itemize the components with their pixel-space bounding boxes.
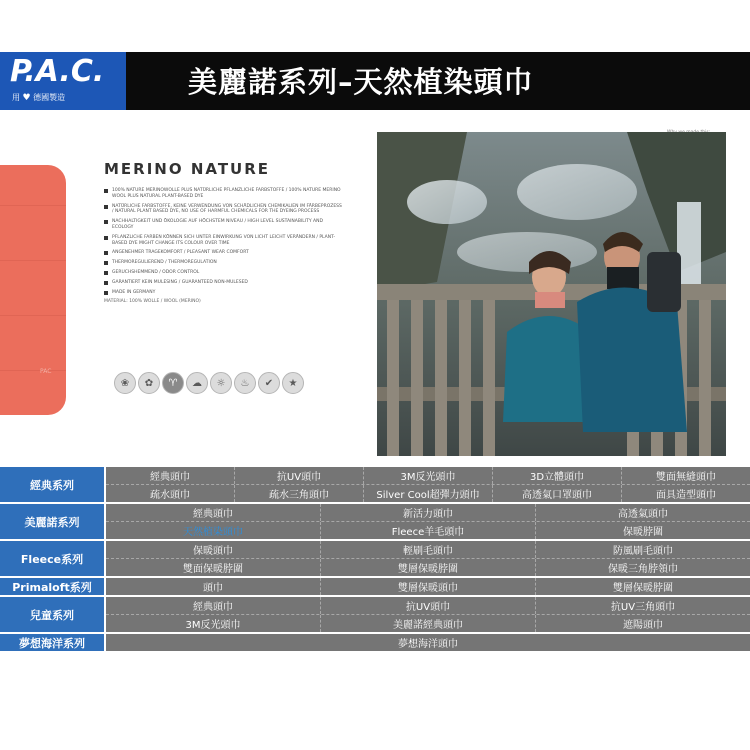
page-title: 美麗諾系列–天然植染頭巾	[188, 65, 534, 99]
table-row	[106, 578, 750, 595]
series-group-kids	[0, 597, 750, 632]
table-cell[interactable]: 疏水三角頭巾	[235, 485, 364, 502]
table-cell[interactable]: 頭巾	[106, 578, 321, 595]
logo-subtitle	[12, 92, 65, 103]
table-cell[interactable]: 高透氣口罩頭巾	[493, 485, 622, 502]
table-row	[106, 504, 750, 522]
table-cell[interactable]: 美麗諾經典頭巾	[321, 615, 536, 632]
table-cell[interactable]: 保暖脖圍	[623, 527, 663, 538]
series-group-classic	[0, 467, 750, 502]
table-row	[106, 615, 750, 632]
table-row	[106, 467, 750, 485]
series-label: Primaloft系列	[0, 578, 104, 595]
table-row	[106, 541, 750, 559]
heart-icon: ♥	[22, 93, 31, 103]
table-cell[interactable]: 疏水頭巾	[106, 485, 235, 502]
product-series-table	[0, 467, 750, 653]
table-cell[interactable]: 新活力頭巾	[321, 504, 536, 521]
table-cell[interactable]: 夢想海洋頭巾	[398, 639, 458, 650]
feature-item: NACHHALTIGKEIT UND ÖKOLOGIE AUF HÖCHSTEM NIVEAU / HIGH LEVEL SUSTAINABILITY AND ECOLOGY	[104, 219, 344, 231]
lifestyle-photo	[377, 132, 726, 456]
feature-item: 100% NATURE MERINOWOLLE PLUS NATÜRLICHE PFLANZLICHE FARBSTOFFE / 100% NATURE MERINO WOOL PLUS NATURAL PLANT-BASED DYE	[104, 188, 344, 200]
brand-logo[interactable]	[0, 52, 126, 110]
material-note: MATERIAL: 100% WOLLE / WOOL (MERINO)	[104, 299, 201, 305]
table-row	[106, 522, 750, 539]
natural-dye-icon: ❀	[114, 372, 136, 394]
table-cell[interactable]: 防風刷毛頭巾	[613, 546, 673, 557]
merino-icon: ♈	[162, 372, 184, 394]
table-cell[interactable]: 抗UV頭巾	[321, 597, 536, 614]
series-group-ocean	[0, 634, 750, 651]
product-info	[104, 160, 344, 304]
photo-illustration	[377, 132, 726, 456]
table-cell[interactable]: 雙面保暖脖圍	[106, 559, 321, 576]
table-cell[interactable]: 保暖頭巾	[106, 541, 321, 558]
table-cell[interactable]: 經典頭巾	[106, 597, 321, 614]
feature-item: ANGENEHMER TRAGEKOMFORT / PLEASANT WEAR COMFORT	[104, 250, 344, 256]
table-row	[106, 597, 750, 615]
germany-icon: ★	[282, 372, 304, 394]
series-label: 兒童系列	[0, 597, 104, 632]
table-cell[interactable]: Silver Cool超彈力頭巾	[364, 485, 493, 502]
product-title: MERINO NATURE	[104, 160, 271, 178]
table-cell[interactable]: 經典頭巾	[106, 467, 235, 484]
dye-icon: ✿	[138, 372, 160, 394]
table-row	[106, 485, 750, 502]
non-mulesed-icon: ✔	[258, 372, 280, 394]
feature-item: MADE IN GERMANY	[104, 290, 344, 296]
table-cell[interactable]: 雙面無縫頭巾	[656, 472, 716, 483]
table-row	[106, 559, 750, 576]
table-cell[interactable]: 經典頭巾	[106, 504, 321, 521]
table-cell[interactable]: 雙層保暖脖圍	[613, 583, 673, 594]
feature-item: NATÜRLICHE FARBSTOFFE, KEINE VERWENDUNG VON SCHÄDLICHEN CHEMIKALIEN IM FÄRBEPROZESS / NATURAL PLANT BASED DYE, NO USE OF HARMFUL CHEMICALS FOR THE DYEING PROCESS	[104, 204, 344, 216]
sun-icon: ☼	[210, 372, 232, 394]
thermo-icon: ♨	[234, 372, 256, 394]
feature-item: GERUCHSHEMMEND / ODOR CONTROL	[104, 270, 344, 276]
feature-list	[104, 188, 344, 295]
table-row	[106, 634, 750, 651]
series-group-primaloft	[0, 578, 750, 595]
table-cell[interactable]: 3D立體頭巾	[493, 467, 622, 484]
table-cell[interactable]: 3M反光頭巾	[106, 615, 321, 632]
header-banner	[0, 52, 750, 110]
table-cell[interactable]: 保暖三角脖領巾	[608, 564, 678, 575]
table-cell[interactable]: 遮陽頭巾	[623, 620, 663, 631]
table-cell[interactable]: 3M反光頭巾	[364, 467, 493, 484]
table-cell[interactable]: 高透氣頭巾	[618, 509, 668, 520]
table-cell[interactable]: 雙層保暖頭巾	[321, 578, 536, 595]
table-cell[interactable]: 抗UV頭巾	[235, 467, 364, 484]
feature-item: PFLANZLICHE FARBEN KÖNNEN SICH UNTER EINWIRKUNG VON LICHT LEICHT VERÄNDERN / PLANT-BASED DYE MIGHT CHANGE ITS COLOUR OVER TIME	[104, 235, 344, 247]
table-cell[interactable]: Fleece羊毛頭巾	[321, 522, 536, 539]
table-cell-current[interactable]: 天然植染頭巾	[106, 522, 321, 539]
feature-item: GARANTIERT KEIN MULESING / GUARANTEED NON-MULESED	[104, 280, 344, 286]
table-cell[interactable]: 抗UV三角頭巾	[610, 602, 676, 613]
table-cell[interactable]: 雙層保暖脖圍	[321, 559, 536, 576]
series-group-fleece	[0, 541, 750, 576]
logo-wordmark: P.A.C.	[10, 54, 105, 89]
logo-sub-prefix: 用	[12, 93, 20, 102]
product-tag: PAC	[40, 368, 52, 375]
series-group-merino	[0, 504, 750, 539]
table-cell[interactable]: 輕刷毛頭巾	[321, 541, 536, 558]
series-label: 美麗諾系列	[0, 504, 104, 539]
product-image	[0, 165, 66, 415]
table-cell[interactable]: 面具造型頭巾	[656, 490, 716, 501]
odor-icon: ☁	[186, 372, 208, 394]
logo-sub-text: 德國製造	[33, 93, 66, 102]
series-label: 經典系列	[0, 467, 104, 502]
series-label: Fleece系列	[0, 541, 104, 576]
feature-item: THERMOREGULIEREND / THERMOREGULATION	[104, 260, 344, 266]
series-label: 夢想海洋系列	[0, 634, 104, 651]
